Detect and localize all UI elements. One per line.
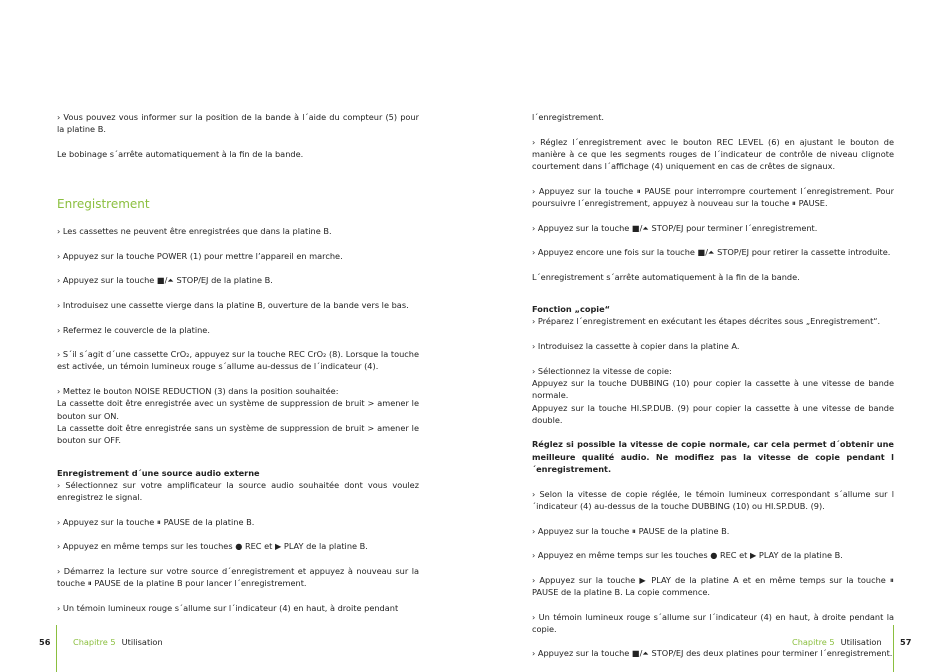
paragraph: › Appuyez sur la touche ■/⏶ STOP/EJ de la platine B. (57, 275, 273, 286)
paragraph: › Appuyez sur la touche ⏸ PAUSE de la platine B. (532, 525, 730, 536)
paragraph: L´enregistrement s´arrête automatiquement à la fin de la bande. (532, 271, 800, 282)
page-number-right: 57 (900, 637, 912, 647)
chapter-title: Utilisation (121, 637, 163, 647)
left-column (57, 111, 419, 626)
paragraph: › Refermez le couvercle de la platine. (57, 324, 210, 335)
chapter-label-right (792, 636, 882, 648)
paragraph: › Appuyez sur la touche ▶ PLAY de la platine A et en même temps sur la touche ⏸ PAUSE de la platine B. La copie commence. (532, 574, 894, 597)
paragraph: › Démarrez la lecture sur votre source d´enregistrement et appuyez à nouveau sur la touche ⏸ PAUSE de la platine B pour lancer l´enregistrement. (57, 565, 419, 589)
paragraph: › Vous pouvez vous informer sur la position de la bande à l´aide du compteur (5) pour la platine B. (57, 112, 419, 135)
paragraph: › Appuyez sur la touche ⏸ PAUSE de la platine B. (57, 516, 255, 527)
paragraph: › Introduisez la cassette à copier dans la platine A. (532, 341, 740, 352)
paragraph: › Appuyez en même temps sur les touches ● REC et ▶ PLAY de la platine B. (532, 550, 843, 561)
chapter-label-left (73, 636, 163, 648)
paragraph: › Mettez le bouton NOISE REDUCTION (3) dans la position souhaitée: (57, 386, 339, 397)
paragraph: › Appuyez sur la touche ■/⏶ STOP/EJ pour terminer l´enregistrement. (532, 222, 818, 233)
footer-divider-right (893, 625, 894, 672)
chapter-number: Chapitre 5 (792, 637, 835, 647)
paragraph: › Introduisez une cassette vierge dans la platine B, ouverture de la bande vers le bas. (57, 299, 409, 310)
paragraph: › Les cassettes ne peuvent être enregistrées que dans la platine B. (57, 226, 332, 237)
paragraph: Appuyez sur la touche DUBBING (10) pour copier la cassette à une vitesse de bande normale. (532, 377, 894, 401)
paragraph: › Appuyez encore une fois sur la touche ■/⏶ STOP/EJ pour retirer la cassette introduite. (532, 247, 891, 258)
paragraph: l´enregistrement. (532, 112, 605, 122)
page-number-left: 56 (39, 637, 51, 647)
section-title: Enregistrement (57, 197, 150, 212)
paragraph: › Sélectionnez sur votre amplificateur la source audio souhaitée dont vous voulez enregistrez le signal. (57, 479, 419, 503)
paragraph: › Un témoin lumineux rouge s´allume sur l´indicateur (4) en haut, à droite pendant (57, 602, 399, 613)
paragraph: › Appuyez sur la touche POWER (1) pour mettre l’appareil en marche. (57, 250, 343, 261)
subheading: Enregistrement d´une source audio externe (57, 467, 260, 478)
paragraph: › Sélectionnez la vitesse de copie: (532, 365, 672, 376)
paragraph: La cassette doit être enregistrée avec un système de suppression de bruit > amener le bouton sur ON. (57, 398, 419, 421)
paragraph: › Selon la vitesse de copie réglée, le témoin lumineux correspondant s´allume sur l´indicateur (4) au-dessus de la touche DUBBING (10) ou HI.SP.DUB. (9). (532, 488, 894, 511)
paragraph: › Appuyez en même temps sur les touches ● REC et ▶ PLAY de la platine B. (57, 541, 368, 552)
right-column (532, 111, 894, 672)
paragraph: › Réglez l´enregistrement avec le bouton REC LEVEL (6) en ajustant le bouton de manière à ce que les segments rouges de l´indicateur de contrôle de niveau clignote courtement dans l´affichage (4) uniquement en cas de crêtes de signaux. (532, 136, 894, 172)
chapter-title: Utilisation (840, 637, 882, 647)
paragraph: › Appuyez sur la touche ■/⏶ STOP/EJ des deux platines pour terminer l´enregistrement. (532, 648, 893, 659)
footer-divider-left (56, 625, 57, 672)
paragraph: Appuyez sur la touche HI.SP.DUB. (9) pour copier la cassette à une vitesse de bande double. (532, 402, 894, 425)
subheading: Fonction „copie“ (532, 304, 611, 315)
paragraph: › S´il s´agit d´une cassette CrO₂, appuyez sur la touche REC CrO₂ (8). Lorsque la touche est activée, un témoin lumineux rouge s´allume au-dessus de l´indicateur (4). (57, 349, 419, 372)
paragraph: › Appuyez sur la touche ⏸ PAUSE pour interrompre courtement l´enregistrement. Pour poursuivre l´enregistrement, appuyez à nouveau sur la touche ⏸ PAUSE. (532, 185, 894, 209)
note-paragraph: Réglez si possible la vitesse de copie normale, car cela permet d´obtenir une meilleure qualité audio. Ne modifiez pas la vitesse de copie pendant l´enregistrement. (532, 439, 894, 475)
chapter-number: Chapitre 5 (73, 637, 116, 647)
paragraph: › Un témoin lumineux rouge s´allume sur l´indicateur (4) en haut, à droite pendant la copie. (532, 611, 894, 634)
paragraph: La cassette doit être enregistrée sans un système de suppression de bruit > amener le bouton sur OFF. (57, 422, 419, 446)
paragraph: › Préparez l´enregistrement en exécutant les étapes décrites sous „Enregistrement“. (532, 316, 881, 327)
paragraph: Le bobinage s´arrête automatiquement à la fin de la bande. (57, 148, 304, 159)
